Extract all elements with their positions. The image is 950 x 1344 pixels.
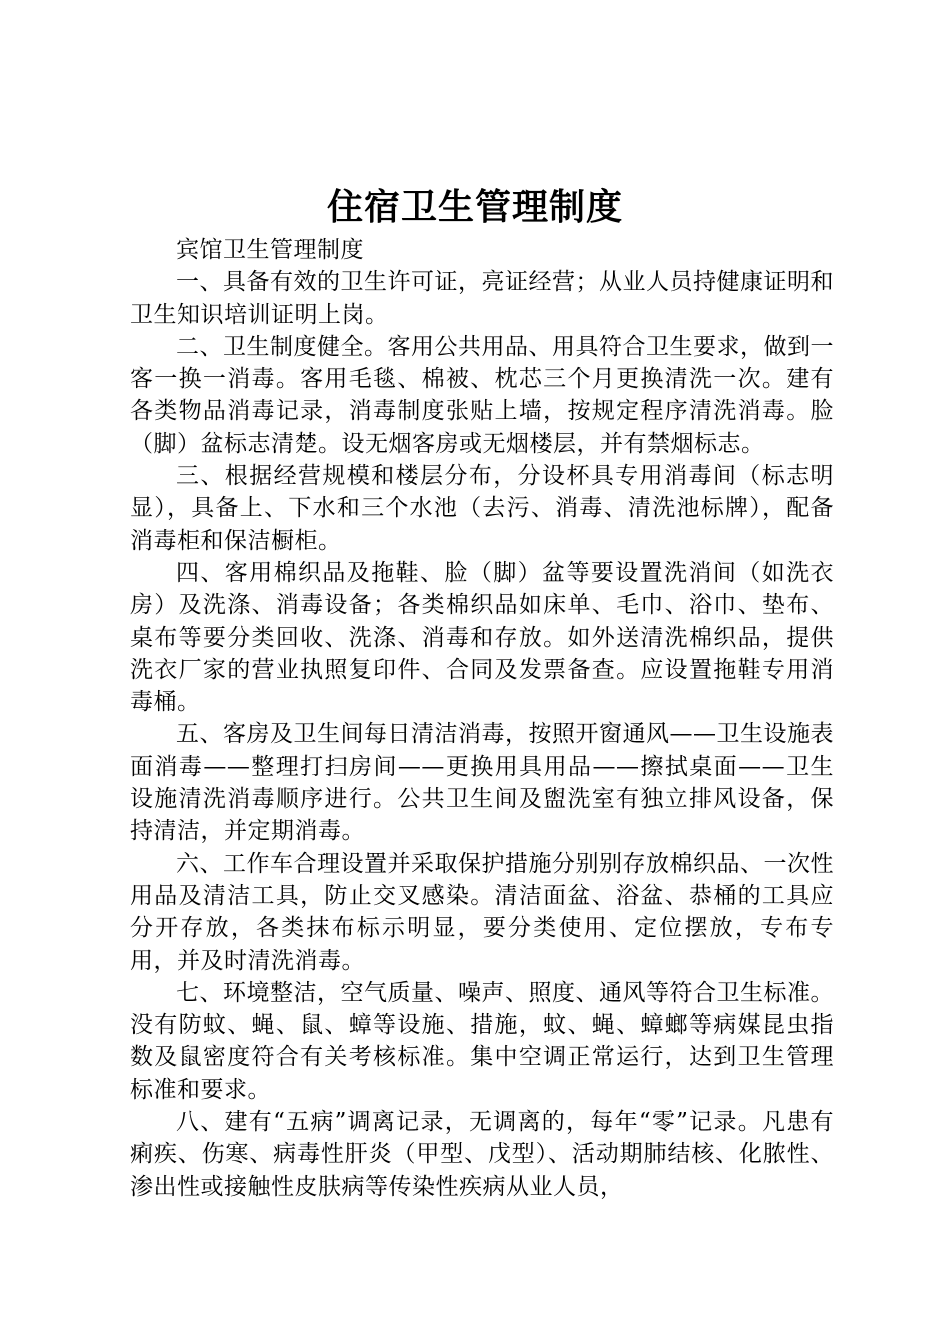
- clause-3-paragraph: 三、根据经营规模和楼层分布，分设杯具专用消毒间（标志明显），具备上、下水和三个水池（去污、消毒、清洗池标牌），配备消毒柜和保洁橱柜。: [130, 463, 834, 554]
- clause-8-paragraph: 八、建有“五病”调离记录，无调离的，每年“零”记录。凡患有痢疾、伤寒、病毒性肝炎（甲型、戊型）、活动期肺结核、化脓性、渗出性或接触性皮肤病等传染性疾病从业人员，: [130, 1109, 834, 1200]
- clause-5-paragraph: 五、客房及卫生间每日清洁消毒，按照开窗通风——卫生设施表面消毒——整理打扫房间——更换用具用品——擦拭桌面——卫生设施清洗消毒顺序进行。公共卫生间及盥洗室有独立排风设备，保持清洁，并定期消毒。: [130, 721, 834, 845]
- subtitle-paragraph: 宾馆卫生管理制度: [176, 237, 364, 263]
- document-title: 住宿卫生管理制度: [326, 186, 623, 228]
- clause-6-paragraph: 六、工作车合理设置并采取保护措施分别别存放棉织品、一次性用品及清洁工具，防止交叉感染。清洁面盆、浴盆、恭桶的工具应分开存放，各类抹布标示明显，要分类使用、定位摆放，专布专用，并及时清洗消毒。: [130, 850, 834, 974]
- clause-2-paragraph: 二、卫生制度健全。客用公共用品、用具符合卫生要求，做到一客一换一消毒。客用毛毯、棉被、枕芯三个月更换清洗一次。建有各类物品消毒记录，消毒制度张贴上墙，按规定程序清洗消毒。脸（脚）盆标志清楚。设无烟客房或无烟楼层，并有禁烟标志。: [130, 333, 834, 457]
- clause-7-paragraph: 七、环境整洁，空气质量、噪声、照度、通风等符合卫生标准。没有防蚊、蝇、鼠、蟑等设施、措施，蚊、蝇、蟑螂等病媒昆虫指数及鼠密度符合有关考核标准。集中空调正常运行，达到卫生管理标准和要求。: [130, 979, 834, 1103]
- clause-4-paragraph: 四、客用棉织品及拖鞋、脸（脚）盆等要设置洗消间（如洗衣房）及洗涤、消毒设备；各类棉织品如床单、毛巾、浴巾、垫布、桌布等要分类回收、洗涤、消毒和存放。如外送清洗棉织品，提供洗衣厂家的营业执照复印件、合同及发票备查。应设置拖鞋专用消毒桶。: [130, 559, 834, 716]
- clause-1-paragraph: 一、具备有效的卫生许可证，亮证经营；从业人员持健康证明和卫生知识培训证明上岗。: [130, 269, 834, 328]
- document-body: [130, 234, 834, 1203]
